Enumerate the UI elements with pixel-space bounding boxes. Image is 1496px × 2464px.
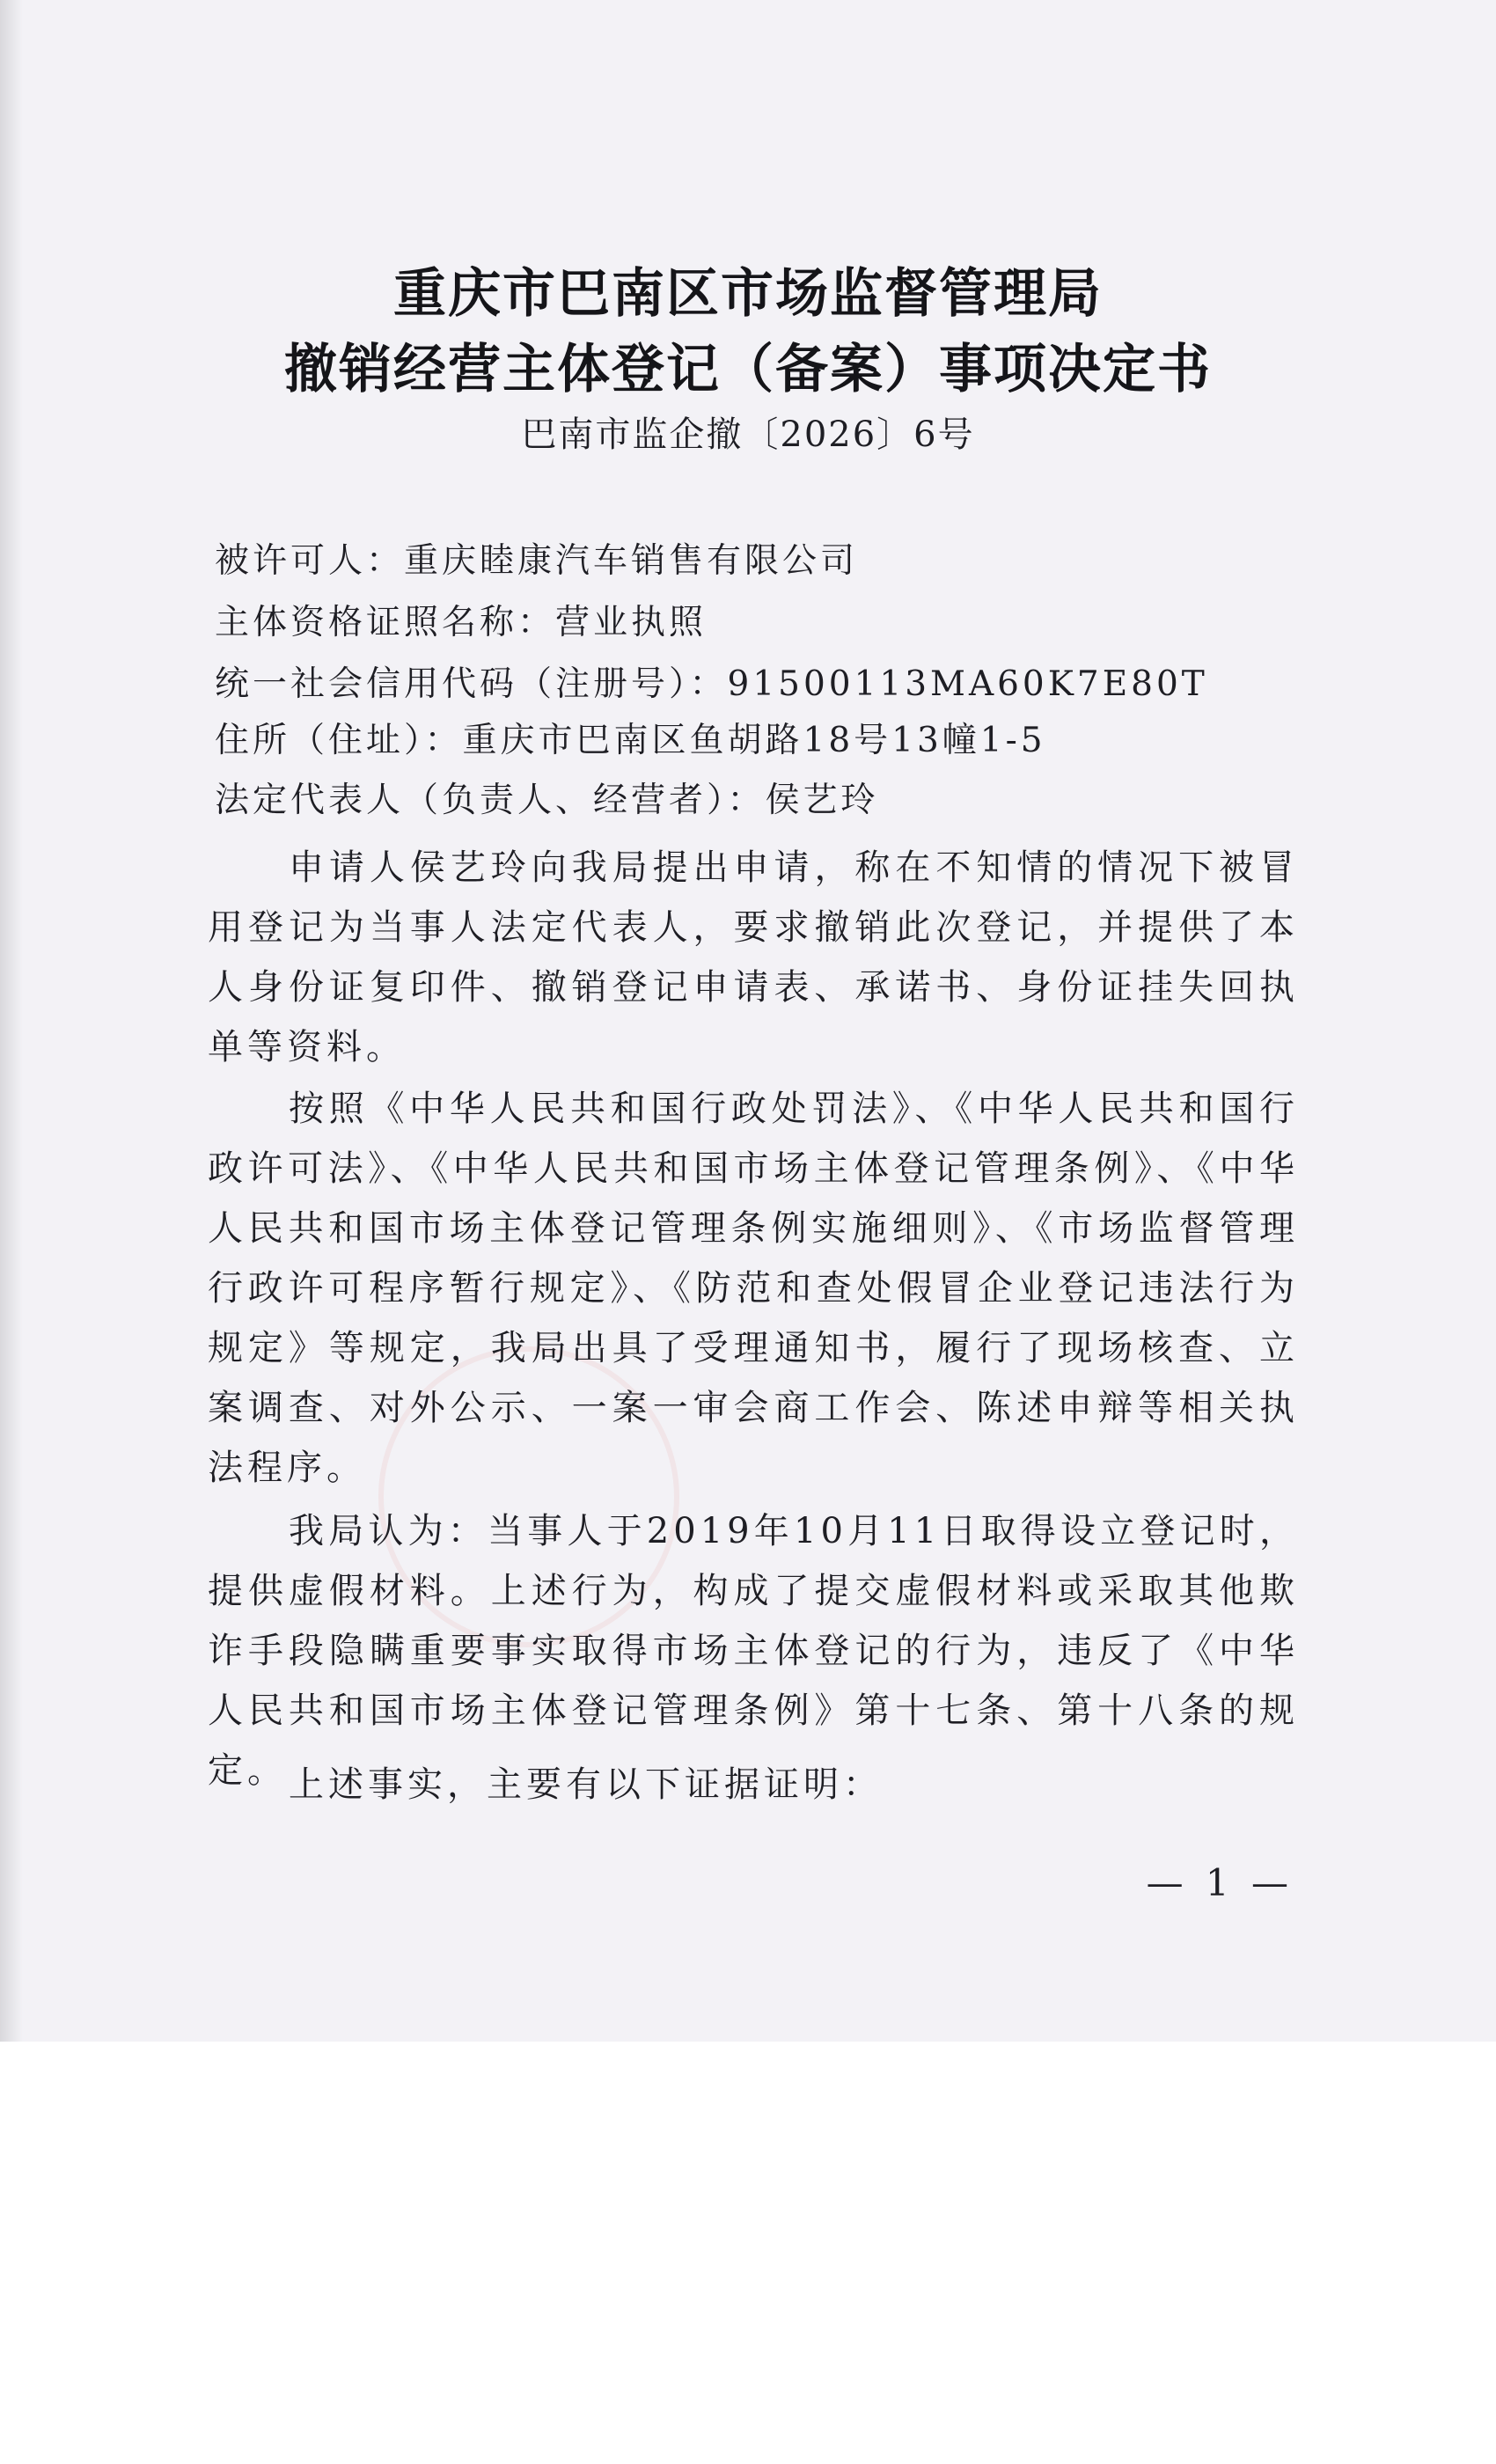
- body-paragraph-application: 申请人侯艺玲向我局提出申请，称在不知情的情况下被冒用登记为当事人法定代表人，要求撤销此次登记，并提供了本人身份证复印件、撤销登记申请表、承诺书、身份证挂失回执单等资料。: [208, 847, 1299, 1067]
- address-label: 住所（住址）：: [215, 721, 463, 760]
- licensee-label: 被许可人：: [215, 541, 405, 581]
- credit-code-label: 统一社会信用代码（注册号）：: [215, 664, 728, 704]
- document-title-line-2: 撤销经营主体登记（备案）事项决定书: [284, 339, 1212, 400]
- license-name-value: 营业执照: [555, 603, 708, 642]
- credit-code-field: [215, 656, 1208, 706]
- credit-code-value: 91500113MA60K7E80T: [727, 664, 1208, 704]
- body-paragraph-legal-basis: 按照《中华人民共和国行政处罚法》、《中华人民共和国行政许可法》、《中华人民共和国市场主体登记管理条例》、《中华人民共和国市场主体登记管理条例实施细则》、《市场监督管理行政许可程序暂行规定》、《防范和查处假冒企业登记违法行为规定》等规定，我局出具了受理通知书，履行了现场核查、立案调查、对外公示、一案一审会商工作会、陈述申辩等相关执法程序。: [208, 1089, 1299, 1488]
- license-name-field: [215, 595, 707, 644]
- body-paragraph-evidence-intro: 上述事实，主要有以下证据证明：: [289, 1764, 883, 1805]
- legal-representative-field: [215, 773, 879, 822]
- legal-representative-label: 法定代表人（负责人、经营者）：: [215, 781, 766, 820]
- licensee-field: [215, 533, 858, 583]
- document-title-line-1: 重庆市巴南区市场监督管理局: [393, 263, 1103, 325]
- body-paragraph-finding: 我局认为：当事人于2019年10月11日取得设立登记时，提供虚假材料。上述行为，构成了提交虚假材料或采取其他欺诈手段隐瞒重要事实取得市场主体登记的行为，违反了《中华人民共和国市场主体登记管理条例》第十七条、第十八条的规定。: [208, 1511, 1299, 1791]
- address-value: 重庆市巴南区鱼胡路18号13幢1-5: [462, 721, 1046, 760]
- document-number: 巴南市监企撤〔2026〕6号: [521, 414, 975, 455]
- license-name-label: 主体资格证照名称：: [215, 603, 556, 642]
- address-field: [215, 713, 1046, 762]
- licensee-value: 重庆睦康汽车销售有限公司: [404, 541, 859, 581]
- page-number: — 1 —: [1146, 1861, 1294, 1904]
- legal-representative-value: 侯艺玲: [765, 781, 879, 820]
